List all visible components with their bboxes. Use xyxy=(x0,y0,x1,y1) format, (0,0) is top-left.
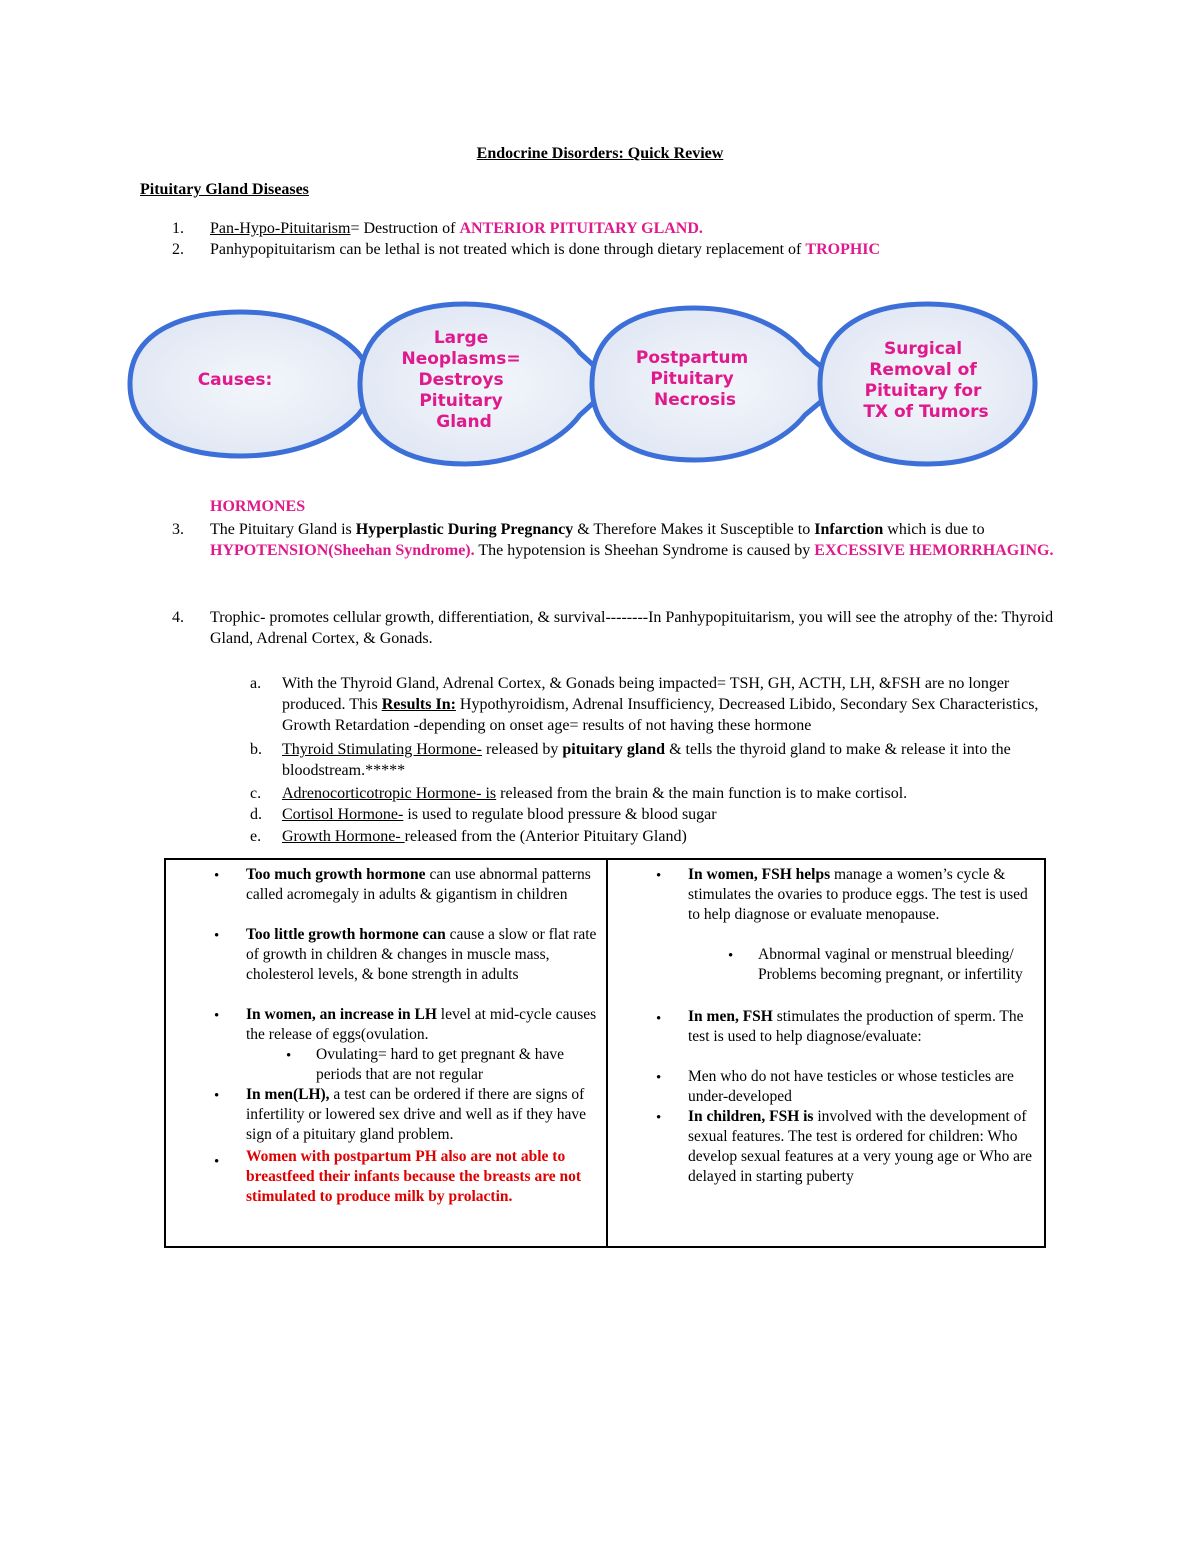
causes-diagram xyxy=(120,298,1050,470)
sub-item-a xyxy=(250,673,1060,739)
sub-text xyxy=(282,739,1060,781)
text: Panhypopituitarism can be lethal is not treated which is done through dietary replacement of xyxy=(210,241,806,258)
sub-item-c xyxy=(250,783,1060,804)
text: a test can be ordered if there are signs of infertility or lowered sex drive and well as if they have sign of a pituitary gland problem. xyxy=(246,1086,587,1143)
sub-letter: b. xyxy=(250,741,262,758)
bold-text: pituitary gland xyxy=(562,741,666,758)
bubble-1-text: Causes: xyxy=(197,370,273,390)
bullet: • xyxy=(286,1048,292,1064)
bullet: • xyxy=(214,868,220,884)
list-text xyxy=(210,218,1062,239)
bold-text: Results In: xyxy=(381,696,456,713)
list-text xyxy=(210,239,1062,260)
bold-text: Too little growth hormone can xyxy=(246,926,446,943)
table-right-column xyxy=(608,860,1044,1246)
text: The hypotension is Sheehan Syndrome is caused by xyxy=(474,542,815,559)
bullet: • xyxy=(214,1008,220,1024)
bullet: • xyxy=(214,928,220,944)
bold-text: In men, FSH xyxy=(688,1008,773,1025)
bold-text: In women, an increase in LH xyxy=(246,1006,437,1023)
bold-text: In children, FSH is xyxy=(688,1108,814,1125)
list-number: 1. xyxy=(172,220,184,237)
bullet: • xyxy=(656,1110,662,1126)
sub-letter: d. xyxy=(250,806,262,823)
text: manage a women’s cycle & stimulates the ovaries to produce eggs. The test is used to help diagnose or evaluate menopause. xyxy=(688,866,1028,923)
left-bullet-3 xyxy=(246,1005,601,1045)
underlined-term: Adrenocorticotropic Hormone- is xyxy=(282,785,497,802)
list-number: 2. xyxy=(172,241,184,258)
text: cause a slow or flat rate of growth in children & changes in muscle mass, cholesterol levels, & bone strength in adults xyxy=(246,926,597,983)
bullet: • xyxy=(214,1154,220,1170)
text: level at mid-cycle causes the release of eggs(ovulation. xyxy=(246,1006,597,1043)
text: released by xyxy=(481,741,563,758)
sub-text xyxy=(282,783,1060,804)
underlined-term: Thyroid Stimulating Hormone- xyxy=(282,741,482,758)
text: = Destruction of xyxy=(350,220,460,237)
bubble-3-text: Postpartum Pituitary Necrosis xyxy=(635,348,749,410)
table-left-column xyxy=(166,860,608,1246)
left-bullet-4 xyxy=(246,1085,601,1145)
bullet: • xyxy=(656,868,662,884)
item-2-continuation: HORMONES xyxy=(210,498,306,515)
hormone-table xyxy=(164,858,1046,1248)
causes-flow-svg xyxy=(120,298,1050,470)
highlight: ANTERIOR PITUITARY GLAND. xyxy=(459,220,703,237)
bubble-4-text: Surgical Removal of Pituitary for TX of Tumors xyxy=(863,339,989,422)
list-text xyxy=(210,519,1062,561)
sub-letter: a. xyxy=(250,675,262,692)
list-number: 3. xyxy=(172,521,184,538)
sub-item-b xyxy=(250,739,1060,783)
sub-letter: e. xyxy=(250,828,262,845)
text: stimulates the production of sperm. The test is used to help diagnose/evaluate: xyxy=(688,1008,1024,1045)
sub-item-e xyxy=(250,826,1060,847)
bold-text: Infarction xyxy=(814,521,884,538)
text: involved with the development of sexual features. The test is ordered for children: Who develop sexual features at a very young age or Who are delayed in starting puberty xyxy=(688,1108,1033,1185)
text: Hypothyroidism, Adrenal Insufficiency, Decreased Libido, Secondary Sex Characteristics, Growth Retardation -depending on onset age= results of not having these hormone xyxy=(282,696,1039,734)
underlined-term: Growth Hormone- xyxy=(282,828,405,845)
right-bullet-4 xyxy=(688,1107,1043,1187)
text: & tells the thyroid gland to make & release it into the bloodstream.***** xyxy=(282,741,1011,779)
underlined-term: Cortisol Hormone- xyxy=(282,806,404,823)
list-item-3 xyxy=(172,519,1062,585)
bold-text: Hyperplastic During Pregnancy xyxy=(355,521,574,538)
bold-text: In women, FSH helps xyxy=(688,866,831,883)
sub-text xyxy=(282,826,1060,847)
list-text: Trophic- promotes cellular growth, differentiation, & survival--------In Panhypopituitarism, you will see the atrophy of the: Thyroid Gland, Adrenal Cortex, & Gonads. xyxy=(210,609,1054,647)
text: can use abnormal patterns called acromegaly in adults & gigantism in children xyxy=(246,866,591,903)
text: released from the (Anterior Pituitary Gland) xyxy=(404,828,687,845)
sub-item-d xyxy=(250,804,1060,825)
text: released from the brain & the main function is to make cortisol. xyxy=(496,785,908,802)
list-item-2 xyxy=(172,239,1062,260)
right-sub-bullet: Abnormal vaginal or menstrual bleeding/ Problems becoming pregnant, or infertility xyxy=(758,946,1023,983)
text: is used to regulate blood pressure & blood sugar xyxy=(403,806,717,823)
text: & Therefore Makes it Susceptible to xyxy=(573,521,815,538)
bullet: • xyxy=(214,1088,220,1104)
bullet: • xyxy=(728,948,734,964)
highlight: EXCESSIVE HEMORRHAGING. xyxy=(814,542,1054,559)
left-bullet-1 xyxy=(246,865,601,905)
sub-letter: c. xyxy=(250,785,262,802)
document-title: Endocrine Disorders: Quick Review xyxy=(476,145,724,162)
list-number: 4. xyxy=(172,609,184,626)
text: which is due to xyxy=(883,521,985,538)
left-bullet-2 xyxy=(246,925,601,985)
highlight: HYPOTENSION(Sheehan Syndrome). xyxy=(210,542,475,559)
sub-text xyxy=(282,804,1060,825)
text: With the Thyroid Gland, Adrenal Cortex, & Gonads being impacted= TSH, GH, ACTH, LH, &FSH are no longer produced. This xyxy=(282,675,1010,713)
bold-text: In men(LH), xyxy=(246,1086,330,1103)
sub-text xyxy=(282,673,1060,736)
section-heading: Pituitary Gland Diseases xyxy=(140,181,309,198)
bubble-2-text: Large Neoplasms= Destroys Pituitary Gland xyxy=(401,328,521,432)
bullet: • xyxy=(656,1011,662,1027)
right-bullet-1 xyxy=(688,865,1043,925)
bullet: • xyxy=(656,1070,662,1086)
list-item-4 xyxy=(172,607,1062,651)
bold-text: Too much growth hormone xyxy=(246,866,426,883)
term: Pan-Hypo-Pituitarism xyxy=(210,220,351,237)
text: The Pituitary Gland is xyxy=(210,521,356,538)
right-bullet-3: Men who do not have testicles or whose testicles are under-developed xyxy=(688,1068,1014,1105)
highlight: TROPHIC xyxy=(805,241,881,258)
left-bullet-5: Women with postpartum PH also are not able to breastfeed their infants because the breasts are not stimulated to produce milk by prolactin. xyxy=(246,1148,582,1205)
right-bullet-2 xyxy=(688,1007,1043,1047)
list-item-1 xyxy=(172,218,1062,239)
left-sub-bullet: Ovulating= hard to get pregnant & have periods that are not regular xyxy=(316,1046,565,1083)
